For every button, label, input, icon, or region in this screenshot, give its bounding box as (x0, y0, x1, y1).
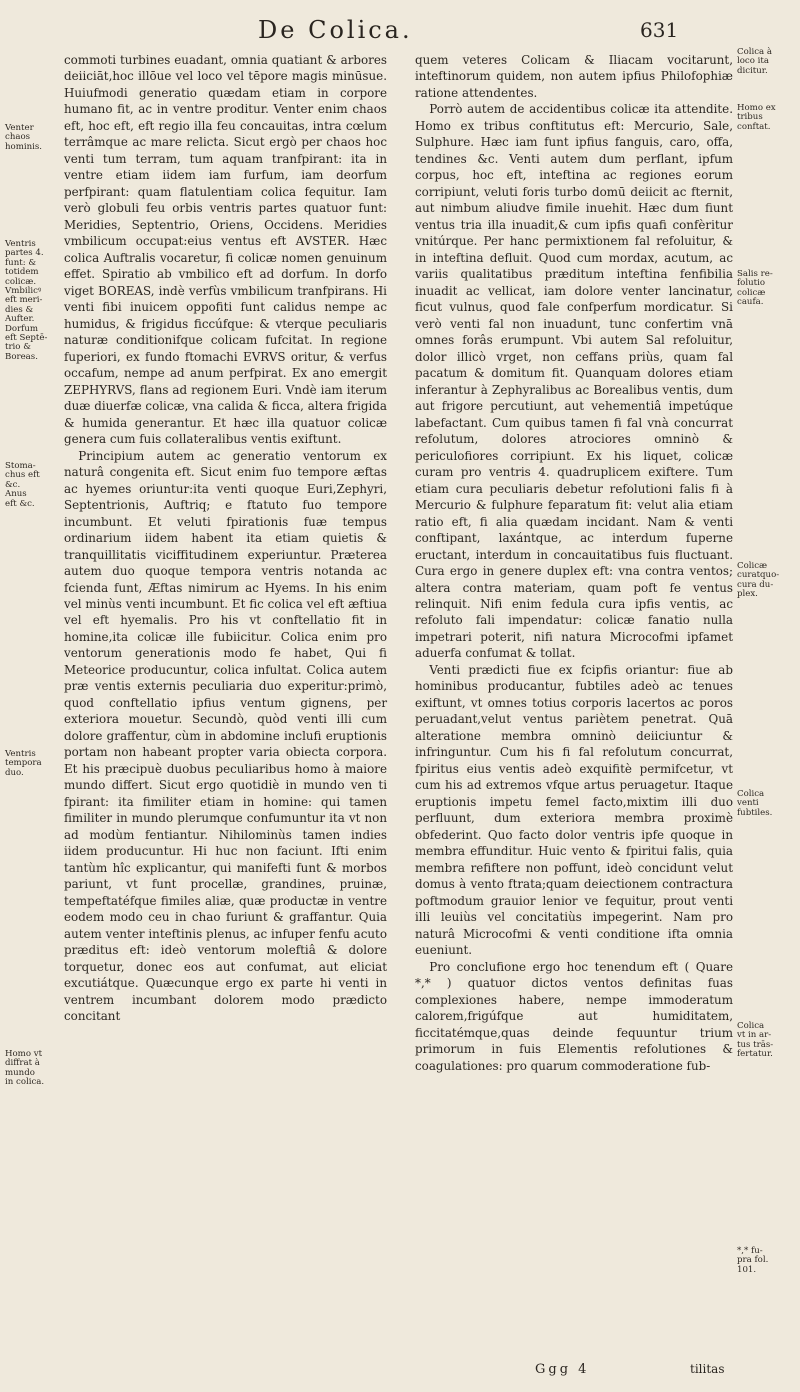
right-paragraph-4: Pro conclufione ergo hoc tenendum eft ( Quare *,* ) quatuor dictos ventos definitas fuas complexiones habere, nempe immoderatum calorem,frigúfque aut humiditatem, ficcitatémque,quas deinde fequuntur trium primorum in fuis Elementis refolutiones & coagulationes: pro quarum commoderatione fub- (415, 959, 733, 1073)
left-text-column (64, 52, 387, 1025)
right-paragraph-2: Porrò autem de accidentibus colicæ ita attendite. Homo ex tribus conftitutus eft: Mercurio, Sale, Sulphure. Hæc iam funt ipfius fanguis, caro, offa, tendines &c. Venti autem dum perflant, ipfum corpus, hoc eft, inteftina ac regiones eorum corripiunt, veluti foris turbo domū deiicit ac fternit, aut nimbum aliudve fimile inuehit. Hæc dum fiunt ventus tria illa inuadit,& cum ipfis quafi confèritur vnitúrque. Per hanc permixtionem fal refoluitur, & in inteftina defluit. Quod cum mordax, acutum, ac variis qualitatibus præditum inteftina fenfibilia inuadit ac vellicat, iam dolore venter lancinatur, ficut vulnus, quod fale confperfum mordicatur. Si verò venti fal non inuadunt, tunc confertim vnā omnes forâs erumpunt. Vbi autem Sal refoluitur, dolor illicò vrget, non ceffans priùs, quam fal pacatum & domitum fit. Quanquam dolores etiam inferantur à Zephyralibus ac Borealibus ventis, dum aut frigore percutiunt, aut vehementiâ impetúque labefactant. Cum quibus tamen fi fal vnà concurrat refolutum, dolores atrociores omninò & periculofiores corripiunt. Ex his liquet, colicæ curam pro ventris 4. quadruplicem exiftere. Tum etiam cura peculiaris debetur refolutioni falis fi à Mercurio & fulphure feparatum fit: velut alia etiam ratio eft, fi alia quædam incidant. Nam & venti conftipant, laxántque, ac interdum fuperne eructant, interdum in concauitatibus fuis fluctuant. Cura ergo in genere duplex eft: vna contra ventos; altera contra materiam, quam poft fe ventus relinquit. Nifi enim fedula cura ipfis ventis, ac refoluto fali impendatur: colicæ fanatio nulla impetrari poterit, nifi natura Microcofmi ipfamet aduerfa confumat & tollat. (415, 102, 733, 661)
left-paragraph-1: commoti turbines euadant, omnia quatiant & arbores deiiciāt,hoc illōue vel loco vel tēpore magis minūsue. Huiufmodi generatio quædam etiam in corpore humano fit, ac in ventre proditur. Venter enim chaos eft, hoc eft, eft regio illa feu concauitas, intra cœlum terrâmque ac mare relicta. Sicut ergò per chaos hoc venti tum terram, tum aquam tranfpirant: ita in ventre etiam iidem iam furfum, iam deorfum perfpirant: quam flatulentiam colica fequitur. Iam verò globuli feu orbis ventris partes quatuor funt: Meridies, Septentrio, Oriens, Occidens. Meridies vmbilicum occupat:eius ventus eft AVSTER. Hæc colica Auftralis vocaretur, fi colicæ nomen genuinum effet. Spiratio ab vmbilico eft ad dorfum. In dorfo viget BOREAS, indè verfùs vmbilicum tranfpirans. Hi venti fibi inuicem oppofiti funt calidus nempe ac humidus, & frigidus ficcúfque: & vterque peculiaris naturæ conditionifque colicam fufcitat. In regione fuperiori, ex fundo ftomachi EVRVS oritur, & verfus occafum, nempe ad anum perfpirat. Ex ano emergit ZEPHYRVS, flans ad regionem Euri. Vndè iam iterum duæ diuerfæ colicæ, vna calida & ficca, altera frigida & humida generantur. Et hæc illa quatuor colicæ genera cum fuis collateralibus ventis exiftunt. (64, 53, 387, 447)
right-paragraph-1: quem veteres Colicam & Iliacam vocitarunt, inteftinorum quidem, non autem ipfius Philofophiæ ratione attendentes. (415, 53, 733, 100)
margin-note-right-7: *,* fu- pra fol. 101. (737, 1246, 769, 1275)
right-text-column (415, 52, 733, 1074)
margin-note-left-3: Stoma- chus eft &c. Anus eft &c. (5, 461, 40, 509)
margin-note-right-6: Colica vt in ar- tus trās- fertatur. (737, 1021, 774, 1060)
margin-note-right-3: Salis re- folutio colicæ caufa. (737, 269, 773, 308)
running-title: De Colica. (258, 16, 413, 44)
left-paragraph-2: Principium autem ac generatio ventorum ex naturâ congenita eft. Sicut enim fuo tempore æftas ac hyemes oriuntur:ita venti quoque Euri,Zephyri, Septentrionis, Auftriq; e ftatuto fuo tempore incumbunt. Et veluti fpirationis fuæ tempus ordinarium iidem habent ita etiam quietis & tranquillitatis viciffitudinem experiuntur. Præterea autem duo quoque tempora ventris notanda ac fcienda funt, Æftas nimirum ac Hyems. In his enim vel minùs venti incumbunt. Et fic colica vel eft æftiua vel eft hyemalis. Pro his vt conftellatio fit in homine,ita colicæ ille fubiicitur. Colica enim pro ventorum generationis modo fe habet, Qui fi Meteorice producuntur, colica infultat. Colica autem præ ventis externis peculiaria duo experitur:primò, quod conftellatio ipfius ventum gignens, per exteriora mouetur. Secundò, quòd venti illi cum dolore graffentur, cùm in abdomine inclufi eruptionis portam non habeant propter varia obiecta corpora. Et his præcipuè duobus peculiaribus homo à maiore mundo differt. Sicut ergo quotidiè in mundo ven ti fpirant: ita fimiliter etiam in homine: qui tamen fimiliter in mundo plerumque confumuntur ita vt non ad modùm fentiantur. Nihilominùs tamen indies iidem producuntur. Hi huc non faciunt. Ifti enim tantùm hîc explicantur, qui manifefti funt & morbos pariunt, vt funt procellæ, grandines, pruinæ, tempeftatéfque fimiles aliæ, quæ productæ in ventre eodem modo ceu in chao furiunt & graffantur. Quia autem venter inteftinis plenus, ac infuper fenfu acuto præditus eft: ideò ventorum moleftiâ & dolore torquetur, donec eos aut confumat, aut eliciat excutiátque. Quæcunque ergo ex parte hi venti in ventrem incumbant dolorem modo prædicto concitant (64, 448, 387, 1024)
catchword: tilitas (690, 1362, 725, 1376)
signature-mark: Ggg 4 (535, 1362, 590, 1377)
margin-note-right-1: Colica à loco ita dicitur. (737, 47, 773, 76)
margin-note-right-2: Homo ex tribus conftat. (737, 103, 776, 132)
right-paragraph-3: Venti prædicti fiue ex fcipfis oriantur: fiue ab hominibus producantur, fubtiles adeò ac tenues exiftunt, vt omnes totius corporis lacertos ac poros peruadant,velut ventus pariètem penetrat. Quā alteratione membra omninò deiiciuntur & infringuntur. Cum his fi fal refolutum concurrat, fpiritus eius ventis adeò exquifitè permifcetur, vt cum his ad extremos vfque artus peruagetur. Itaque eruptionis impetu femel facto,mixtim illi duo perfluunt, dum exteriora membra proximè obfederint. Quo facto dolor ventris ipfe quoque in membra effunditur. Huic vento & fpiritui falis, quia membra refiftere non poffunt, ideò concidunt velut domus à vento ftrata;quam deiectionem contractura poftmodum grauior lenior ve fequitur, prout venti illi leuiùs vel concitatiùs impegerint. Nam pro naturâ Microcofmi & venti conditione ifta omnia eueniunt. (415, 662, 733, 958)
margin-note-left-5: Homo vt diffrat à mundo in colica. (5, 1049, 45, 1088)
page-number: 631 (640, 18, 679, 42)
page-header (0, 14, 800, 48)
margin-note-left-2: Ventris partes 4. funt: & totidem colicæ. Vmbilicꝰ eft meri- dies & Aufter. Dorfum eft Septē- trio & Boreas. (5, 239, 48, 362)
margin-note-right-4: Colicæ curatquo- cura du- plex. (737, 561, 780, 600)
margin-note-left-4: Ventris tempora duo. (5, 749, 42, 778)
margin-note-left-1: Venter chaos hominis. (5, 123, 43, 152)
margin-note-right-5: Colica venti fubtiles. (737, 789, 773, 818)
